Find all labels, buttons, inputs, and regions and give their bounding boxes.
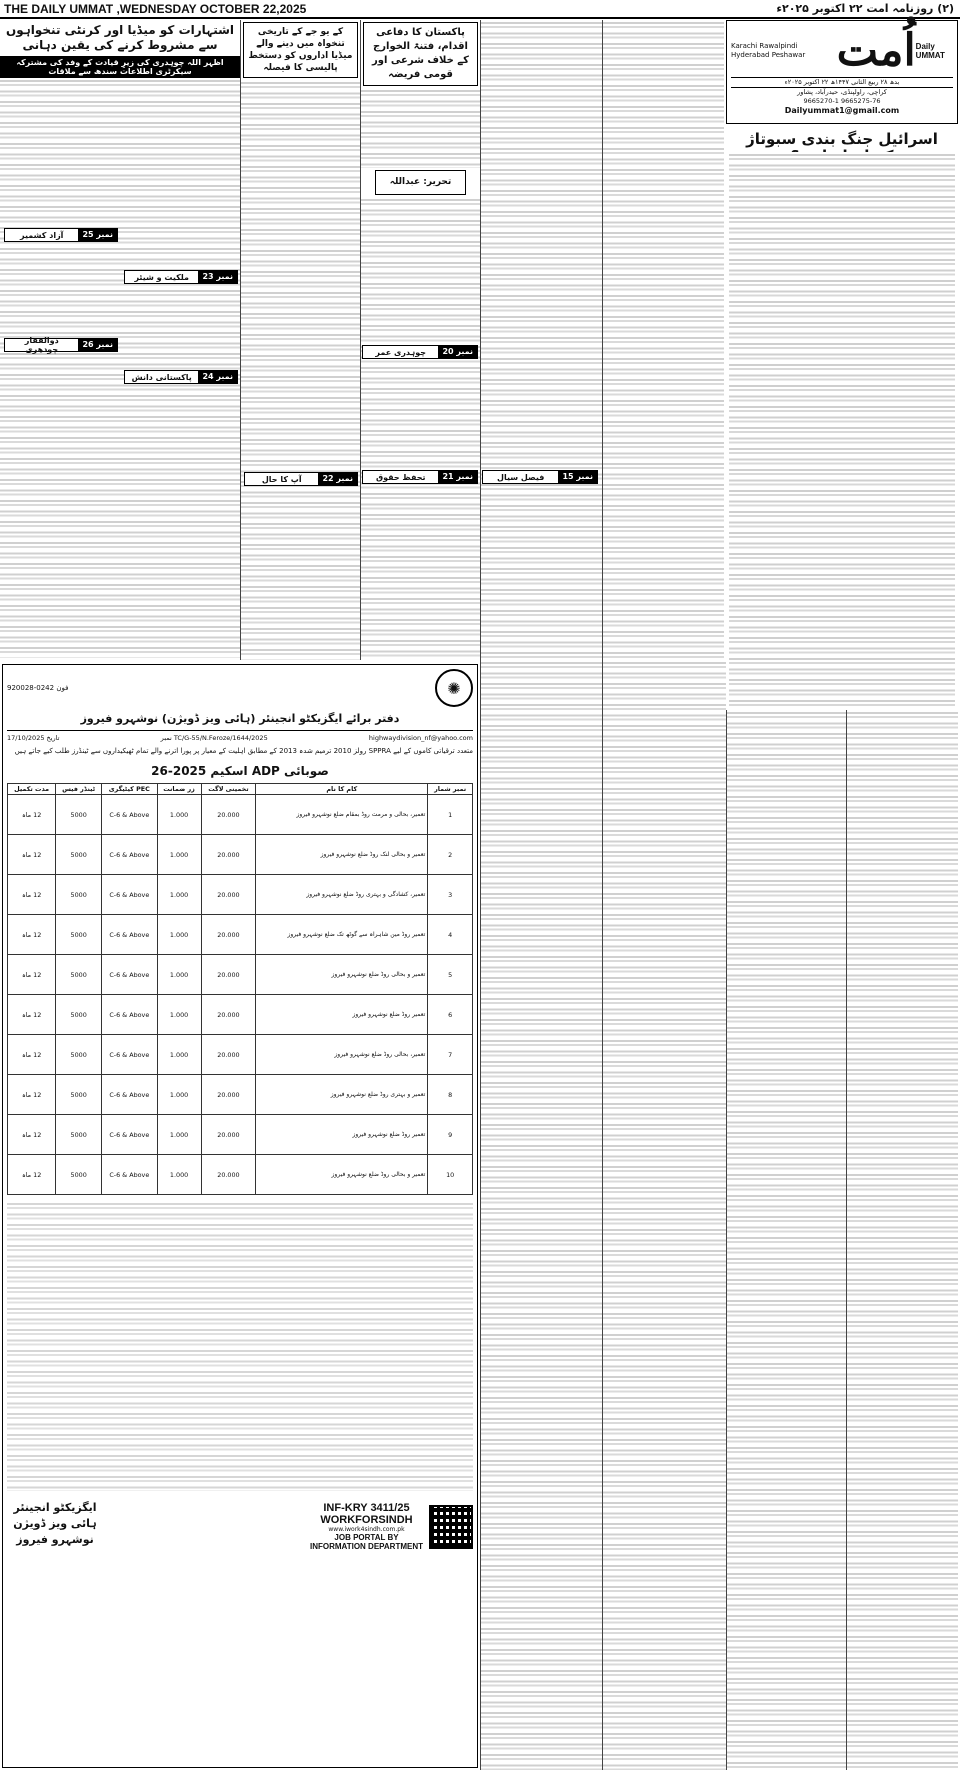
tender-row bbox=[8, 1035, 473, 1075]
tender-row bbox=[8, 955, 473, 995]
tender-cell-no: 10 bbox=[428, 1155, 473, 1195]
tender-cell-cost: 20.000 bbox=[201, 955, 256, 995]
tender-cell-desc: تعمیر و بحالی روڈ ضلع نوشہرو فیروز bbox=[256, 1155, 428, 1195]
tender-cell-emd: 1.000 bbox=[157, 1115, 201, 1155]
tender-ref: نمبر TC/G-55/N.Feroze/1644/2025 bbox=[160, 734, 268, 742]
tag-title: چوہدری عمر bbox=[375, 347, 427, 357]
tender-phone: فون 0242-920028 bbox=[7, 684, 69, 692]
tender-conditions bbox=[7, 1201, 473, 1491]
tender-cell-desc: تعمیر، بحالی روڈ ضلع نوشہرو فیروز bbox=[256, 1035, 428, 1075]
tender-cell-time: 12 ماہ bbox=[8, 915, 56, 955]
tender-cell-pec: C-6 & Above bbox=[102, 1075, 157, 1115]
tag-title: تحفظ حقوق bbox=[375, 472, 426, 482]
editorial-body bbox=[726, 150, 958, 710]
tender-cell-fee: 5000 bbox=[56, 1075, 102, 1115]
tender-cell-pec: C-6 & Above bbox=[102, 1035, 157, 1075]
tender-column-header: ٹینڈر فیس bbox=[56, 784, 102, 795]
media-headline: کے یو جے کے تاریخی تنخواہ میں دینے والے میڈیا اداروں کو دستخط پالیسی کا فیصلہ bbox=[243, 22, 358, 78]
tag-title: پاکستانی دانش bbox=[131, 372, 192, 382]
tender-cell-time: 12 ماہ bbox=[8, 875, 56, 915]
tender-cell-emd: 1.000 bbox=[157, 875, 201, 915]
tag-title: ذوالفقار چودھری bbox=[24, 336, 59, 354]
lower-column-1 bbox=[846, 710, 958, 1770]
ummat-logo: اُمت bbox=[836, 25, 916, 76]
tender-cell-no: 9 bbox=[428, 1115, 473, 1155]
inf-kry-label: INF-KRY bbox=[323, 1502, 368, 1514]
tender-cell-desc: تعمیر روڈ ضلع نوشہرو فیروز bbox=[256, 995, 428, 1035]
tender-cell-fee: 5000 bbox=[56, 795, 102, 835]
tender-cell-fee: 5000 bbox=[56, 875, 102, 915]
tender-cell-desc: تعمیر، کشادگی و بہتری روڈ ضلع نوشہرو فیروز bbox=[256, 875, 428, 915]
tender-cell-cost: 20.000 bbox=[201, 1035, 256, 1075]
tender-cell-pec: C-6 & Above bbox=[102, 1155, 157, 1195]
tender-column-header: تخمینی لاگت bbox=[201, 784, 256, 795]
work-for-sindh-logo: WORKFORSINDH bbox=[320, 1514, 413, 1526]
tender-signature: ایگزیکٹو انجینئر ہائی ویز ڈویژن نوشہرو فیروز bbox=[13, 1501, 97, 1546]
column-number-tag bbox=[124, 270, 238, 284]
tender-cell-no: 4 bbox=[428, 915, 473, 955]
tender-row bbox=[8, 795, 473, 835]
tender-cell-fee: 5000 bbox=[56, 1115, 102, 1155]
tender-cell-cost: 20.000 bbox=[201, 835, 256, 875]
information-department-label: INFORMATION DEPARTMENT bbox=[309, 1542, 423, 1551]
tender-cell-emd: 1.000 bbox=[157, 795, 201, 835]
tender-cell-time: 12 ماہ bbox=[8, 1075, 56, 1115]
tender-row bbox=[8, 835, 473, 875]
tender-cell-emd: 1.000 bbox=[157, 1035, 201, 1075]
tender-cell-time: 12 ماہ bbox=[8, 955, 56, 995]
lower-column-3 bbox=[602, 660, 726, 1770]
tag-title: آزاد کشمیر bbox=[20, 230, 64, 240]
tender-cell-emd: 1.000 bbox=[157, 1155, 201, 1195]
column-number-tag bbox=[362, 345, 478, 359]
ads-headline: اشتہارات کو میڈیا اور کرنٹی تنخواہوں سے مشروط کرنے کی یقین دہانی bbox=[5, 23, 235, 52]
tender-cell-time: 12 ماہ bbox=[8, 835, 56, 875]
tag-number: نمبر 15 bbox=[558, 470, 597, 484]
tender-cell-cost: 20.000 bbox=[201, 915, 256, 955]
tender-cell-fee: 5000 bbox=[56, 835, 102, 875]
tender-cell-fee: 5000 bbox=[56, 955, 102, 995]
tender-row bbox=[8, 915, 473, 955]
tender-row bbox=[8, 995, 473, 1035]
masthead-daily-en: Daily UMMAT bbox=[915, 42, 945, 60]
tender-cell-no: 7 bbox=[428, 1035, 473, 1075]
column-number-tag bbox=[244, 472, 358, 486]
tender-row bbox=[8, 1075, 473, 1115]
tender-column-header: کام کا نام bbox=[256, 784, 428, 795]
tender-advertisement bbox=[2, 664, 478, 1768]
tag-number: نمبر 26 bbox=[78, 338, 117, 352]
sindh-government-seal-icon: ✺ bbox=[435, 669, 473, 707]
masthead-email: Dailyummat1@gmail.com bbox=[784, 106, 900, 115]
inf-kry-number: 3411/25 bbox=[370, 1502, 410, 1514]
tender-cell-desc: تعمیر و بحالی روڈ ضلع نوشہرو فیروز bbox=[256, 955, 428, 995]
column-number-tag bbox=[482, 470, 598, 484]
tender-cell-fee: 5000 bbox=[56, 1155, 102, 1195]
tender-cell-emd: 1.000 bbox=[157, 1075, 201, 1115]
tender-cell-cost: 20.000 bbox=[201, 795, 256, 835]
paper-header-urdu: (۲) روزنامہ امت ۲۲ اکتوبر ۲۰۲۵ء bbox=[776, 2, 954, 15]
qr-code-icon bbox=[429, 1505, 473, 1549]
tender-cell-fee: 5000 bbox=[56, 1035, 102, 1075]
tender-cell-pec: C-6 & Above bbox=[102, 915, 157, 955]
tender-office-title: دفتر برائے ایگزیکٹو انجینئر (ہائی ویز ڈویژن) نوشہرو فیروز bbox=[7, 707, 473, 731]
tender-date: تاریخ 17/10/2025 bbox=[7, 734, 60, 742]
tender-cell-desc: تعمیر روڈ ضلع نوشہرو فیروز bbox=[256, 1115, 428, 1155]
tender-email: highwaydivision_nf@yahoo.com bbox=[368, 734, 473, 742]
tender-cell-time: 12 ماہ bbox=[8, 1115, 56, 1155]
tender-cell-cost: 20.000 bbox=[201, 995, 256, 1035]
news-column-2 bbox=[602, 20, 724, 660]
tender-scheme-title: صوبائی ADP اسکیم 2025-26 bbox=[151, 764, 329, 778]
ads-subline: اظہر اللہ چوہدری کی زیرِ قیادت کے وفد کی مشترکہ سیکرٹری اطلاعات سندھ سے ملاقات bbox=[0, 56, 240, 78]
tender-column-header: مدت تکمیل bbox=[8, 784, 56, 795]
tender-cell-desc: تعمیر روڈ مین شاہراہ سے گوٹھ تک ضلع نوشہرو فیروز bbox=[256, 915, 428, 955]
tender-cell-cost: 20.000 bbox=[201, 1075, 256, 1115]
masthead bbox=[726, 20, 958, 124]
tag-number: نمبر 20 bbox=[438, 345, 477, 359]
tender-cell-pec: C-6 & Above bbox=[102, 995, 157, 1035]
tag-number: نمبر 22 bbox=[318, 472, 357, 486]
writer-byline: تحریر: عبداللہ bbox=[375, 170, 466, 195]
tender-row bbox=[8, 1155, 473, 1195]
masthead-phones: 9665270-1 9665275-76 bbox=[803, 97, 881, 105]
tag-title: آپ کا حال bbox=[261, 474, 302, 484]
tender-cell-pec: C-6 & Above bbox=[102, 1115, 157, 1155]
work-for-sindh-url: www.iwork4sindh.com.pk bbox=[328, 1526, 405, 1533]
tender-cell-cost: 20.000 bbox=[201, 1155, 256, 1195]
tender-cell-pec: C-6 & Above bbox=[102, 875, 157, 915]
job-portal-label: JOB PORTAL BY bbox=[334, 1533, 399, 1542]
news-column-5 bbox=[240, 20, 360, 660]
tender-cell-no: 8 bbox=[428, 1075, 473, 1115]
tender-cell-time: 12 ماہ bbox=[8, 1035, 56, 1075]
tender-cell-emd: 1.000 bbox=[157, 835, 201, 875]
tender-cell-pec: C-6 & Above bbox=[102, 795, 157, 835]
tag-number: نمبر 21 bbox=[438, 470, 477, 484]
column-number-tag bbox=[4, 338, 118, 352]
tag-number: نمبر 24 bbox=[198, 370, 237, 384]
tender-row bbox=[8, 1115, 473, 1155]
tender-column-header: PEC کیٹیگری bbox=[102, 784, 157, 795]
tender-table-header bbox=[8, 784, 473, 795]
column-number-tag bbox=[124, 370, 238, 384]
tender-cell-cost: 20.000 bbox=[201, 875, 256, 915]
tender-cell-desc: تعمیر و بحالی لنک روڈ ضلع نوشہرو فیروز bbox=[256, 835, 428, 875]
tender-row bbox=[8, 875, 473, 915]
header-rule bbox=[0, 17, 960, 19]
tender-cell-desc: تعمیر، بحالی و مرمت روڈ بمقام ضلع نوشہرو فیروز bbox=[256, 795, 428, 835]
masthead-address: کراچی، راولپنڈی، حیدرآباد، پشاور bbox=[797, 88, 887, 96]
tender-cell-no: 5 bbox=[428, 955, 473, 995]
column-number-tag bbox=[362, 470, 478, 484]
news-column-4 bbox=[360, 20, 480, 660]
tag-title: ملکیت و شیئر bbox=[134, 272, 189, 282]
tag-title: فیصل سیال bbox=[497, 472, 545, 482]
pakistan-response-headline: پاکستان کا دفاعی اقدام، فتنۃ الخوارج کے خلاف شرعی اور قومی فریضہ bbox=[363, 22, 478, 86]
editorial-title: اسرائیل جنگ بندی سبوتاژ bbox=[746, 130, 938, 148]
lower-column-2 bbox=[726, 710, 846, 1770]
tender-cell-fee: 5000 bbox=[56, 995, 102, 1035]
masthead-date: بدھ ۲۸ ربیع الثانی ۱۴۴۷ھ ۲۲ اکتوبر ۲۰۲۵ء bbox=[731, 77, 953, 88]
tender-cell-time: 12 ماہ bbox=[8, 795, 56, 835]
tender-cell-emd: 1.000 bbox=[157, 955, 201, 995]
tag-number: نمبر 25 bbox=[78, 228, 117, 242]
tender-cell-pec: C-6 & Above bbox=[102, 835, 157, 875]
tender-cell-time: 12 ماہ bbox=[8, 995, 56, 1035]
tender-table bbox=[7, 783, 473, 1195]
news-column-3 bbox=[480, 20, 602, 660]
tender-cell-time: 12 ماہ bbox=[8, 1155, 56, 1195]
column-number-tag bbox=[4, 228, 118, 242]
tender-cell-fee: 5000 bbox=[56, 915, 102, 955]
paper-header-english: THE DAILY UMMAT ,WEDNESDAY OCTOBER 22,2025 bbox=[4, 2, 307, 16]
tender-cell-no: 1 bbox=[428, 795, 473, 835]
tender-cell-no: 6 bbox=[428, 995, 473, 1035]
tender-column-header: نمبر شمار bbox=[428, 784, 473, 795]
tender-intro: متعدد ترقیاتی کاموں کے لیے SPPRA رولز 2010 ترمیم شدہ 2013 کے مطابق اہلیت کے معیار پر پورا اترنے والے تمام ٹھیکیداروں سے ٹینڈرز طلب کیے جاتے ہیں bbox=[14, 747, 473, 755]
tender-cell-emd: 1.000 bbox=[157, 915, 201, 955]
tender-cell-cost: 20.000 bbox=[201, 1115, 256, 1155]
tender-column-header: زر ضمانت bbox=[157, 784, 201, 795]
tender-cell-desc: تعمیر و بہتری روڈ ضلع نوشہرو فیروز bbox=[256, 1075, 428, 1115]
tender-cell-emd: 1.000 bbox=[157, 995, 201, 1035]
masthead-cities: Karachi Rawalpindi Hyderabad Peshawar bbox=[731, 42, 806, 59]
tender-cell-pec: C-6 & Above bbox=[102, 955, 157, 995]
tender-cell-no: 2 bbox=[428, 835, 473, 875]
tag-number: نمبر 23 bbox=[198, 270, 237, 284]
tender-cell-no: 3 bbox=[428, 875, 473, 915]
lower-column-4 bbox=[480, 660, 602, 1770]
